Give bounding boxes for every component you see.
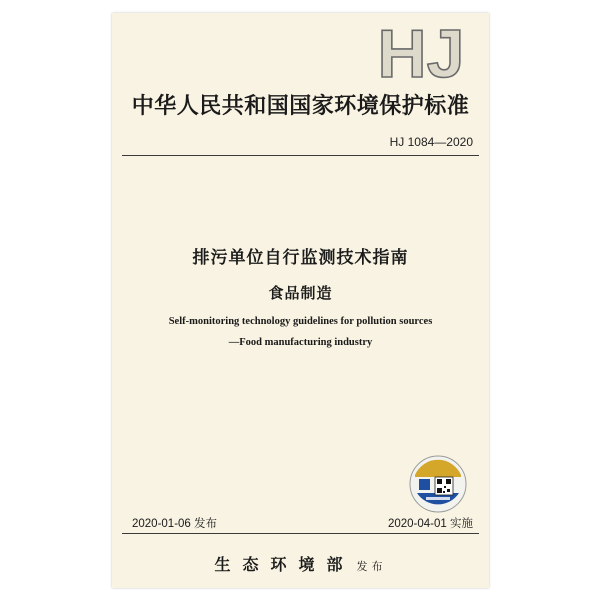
- title-chinese-sub: 食品制造: [268, 284, 333, 302]
- publisher-suffix: 发布: [356, 560, 387, 573]
- standard-code: HJ 1084—2020: [389, 135, 473, 149]
- title-chinese-main: 排污单位自行监测技术指南: [192, 248, 409, 268]
- publisher: [112, 552, 489, 575]
- publisher-name: 生态环境部: [214, 555, 355, 574]
- hj-logo-text: HJ: [377, 19, 465, 85]
- bottom-divider: [122, 533, 479, 534]
- implementation-date: 2020-04-01 实施: [387, 518, 473, 530]
- qr-code-verification-seal-icon: [409, 455, 467, 513]
- hj-outline-logo: [371, 19, 471, 85]
- top-divider: [122, 155, 479, 156]
- standard-cover: [112, 13, 489, 588]
- release-date: 2020-01-06 发布: [132, 518, 218, 530]
- standard-type-title: 中华人民共和国国家环境保护标准: [131, 94, 470, 119]
- title-english-main: Self-monitoring technology guidelines for pollution sources: [168, 316, 433, 327]
- title-english-sub: —Food manufacturing industry: [228, 337, 373, 348]
